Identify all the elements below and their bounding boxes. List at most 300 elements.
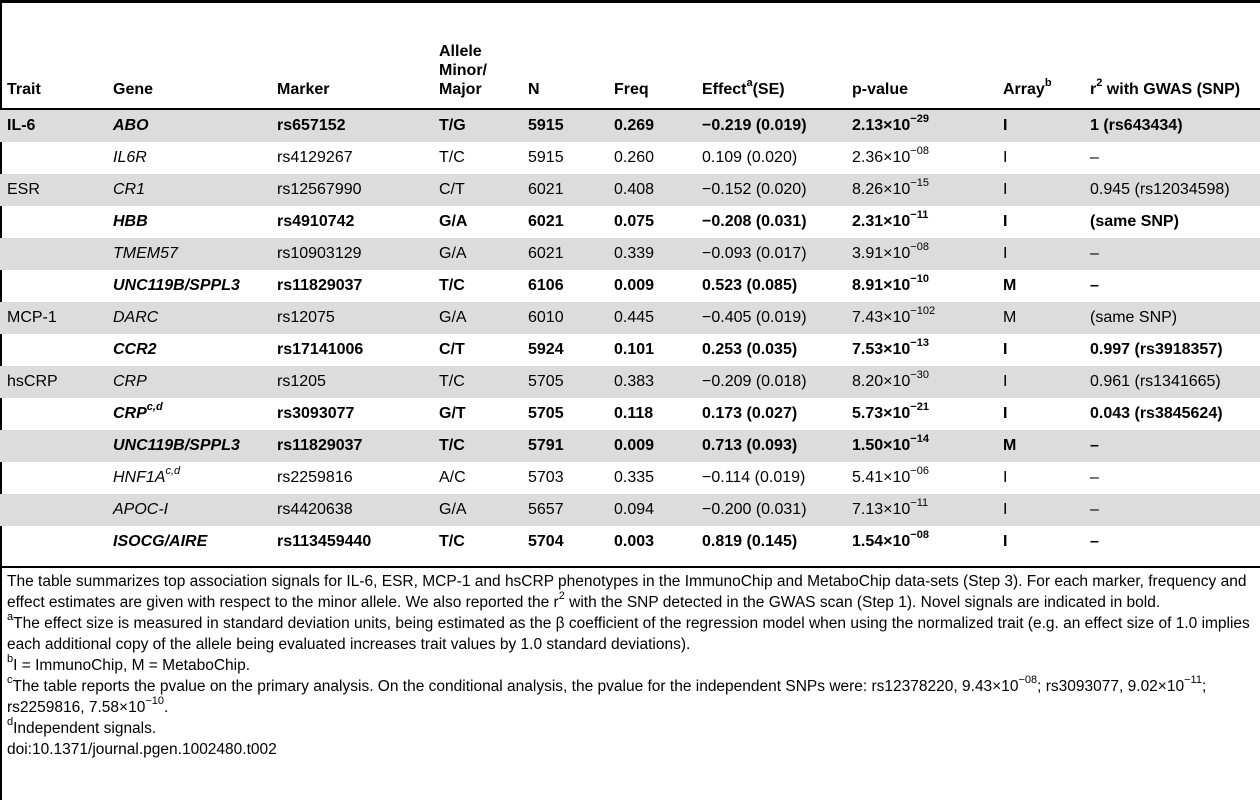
cell-r2 <box>1090 109 1260 142</box>
cell-freq <box>614 398 702 430</box>
pvalue-mantissa: 7.13 <box>852 501 884 518</box>
table-row <box>0 174 1260 206</box>
r2-text: – <box>1090 501 1099 518</box>
cell-freq <box>614 174 702 206</box>
cell-trait <box>0 366 113 398</box>
times-ten: ×10 <box>883 277 911 294</box>
r2-text: – <box>1090 149 1099 166</box>
header-gene: Gene <box>113 33 277 109</box>
array-text: M <box>1003 437 1017 454</box>
cell-pvalue <box>852 494 1003 526</box>
cell-n <box>528 494 614 526</box>
cell-r2 <box>1090 462 1260 494</box>
allele-text: G/A <box>439 245 467 262</box>
cell-allele <box>439 174 528 206</box>
cell-marker <box>277 494 439 526</box>
cell-freq <box>614 494 702 526</box>
cell-trait <box>0 302 113 334</box>
table-row <box>0 430 1260 462</box>
array-text: I <box>1003 117 1008 134</box>
gene-text: IL6R <box>113 149 147 166</box>
table-row <box>0 526 1260 558</box>
pvalue-mantissa: 8.20 <box>852 373 884 390</box>
cell-trait <box>0 334 113 366</box>
n-text: 6021 <box>528 181 564 198</box>
cell-n <box>528 526 614 558</box>
allele-text: C/T <box>439 341 465 358</box>
cell-n <box>528 430 614 462</box>
cell-gene <box>113 109 277 142</box>
cell-freq <box>614 109 702 142</box>
note-summary-text: The table summarizes top association signals for IL-6, ESR, MCP-1 and hsCRP phenotypes in the ImmunoChip and MetaboChip data-sets (Step 3). For each marker, frequency and effect estimates are given with respect to the minor allele. We also reported the r <box>7 573 1247 611</box>
pvalue-mantissa: 2.31 <box>852 213 884 230</box>
cell-n <box>528 270 614 302</box>
cell-gene <box>113 462 277 494</box>
gene-text: CR1 <box>113 181 146 198</box>
header-array-label: Array <box>1003 81 1045 98</box>
cell-freq <box>614 206 702 238</box>
cell-r2 <box>1090 334 1260 366</box>
table-row <box>0 398 1260 430</box>
allele-text: T/G <box>439 117 466 134</box>
n-text: 6010 <box>528 309 564 326</box>
effect-text: −0.209 (0.018) <box>702 373 807 390</box>
marker-text: rs657152 <box>277 117 346 134</box>
header-effect <box>702 33 852 109</box>
cell-allele <box>439 430 528 462</box>
r2-text: 0.997 (rs3918357) <box>1090 341 1223 358</box>
table-row <box>0 238 1260 270</box>
freq-text: 0.118 <box>614 405 654 422</box>
marker-text: rs4910742 <box>277 213 355 230</box>
effect-text: −0.093 (0.017) <box>702 245 807 262</box>
cell-r2 <box>1090 398 1260 430</box>
times-ten: ×10 <box>883 533 911 550</box>
table-row <box>0 109 1260 142</box>
pvalue-mantissa: 5.73 <box>852 405 884 422</box>
pvalue-mantissa: 2.36 <box>852 149 884 166</box>
cell-trait <box>0 462 113 494</box>
table-body <box>0 109 1260 558</box>
r2-text: 1 (rs643434) <box>1090 117 1183 134</box>
freq-text: 0.260 <box>614 149 655 166</box>
array-text: I <box>1003 245 1008 262</box>
header-n: N <box>528 33 614 109</box>
cell-pvalue <box>852 270 1003 302</box>
allele-text: T/C <box>439 277 465 294</box>
pvalue-mantissa: 7.53 <box>852 341 884 358</box>
cell-r2 <box>1090 270 1260 302</box>
table-header <box>0 33 1260 109</box>
array-text: I <box>1003 213 1008 230</box>
header-allele: Allele Minor/ Major <box>439 33 528 109</box>
cell-gene <box>113 174 277 206</box>
cell-r2 <box>1090 206 1260 238</box>
cell-freq <box>614 270 702 302</box>
cell-gene <box>113 430 277 462</box>
pvalue-mantissa: 1.54 <box>852 533 884 550</box>
times-ten: ×10 <box>883 437 911 454</box>
times-ten: ×10 <box>883 373 911 390</box>
footnote-b <box>7 652 1257 676</box>
cell-allele <box>439 526 528 558</box>
r2-text: 0.043 (rs3845624) <box>1090 405 1223 422</box>
marker-text: rs2259816 <box>277 469 353 486</box>
n-text: 5791 <box>528 437 564 454</box>
gene-text: CCR2 <box>113 341 157 358</box>
gene-text: HBB <box>113 213 148 230</box>
cell-effect <box>702 142 852 174</box>
freq-text: 0.009 <box>614 437 655 454</box>
header-array-sup: b <box>1044 76 1052 89</box>
times-ten: ×10 <box>883 181 911 198</box>
cell-n <box>528 206 614 238</box>
pvalue-mantissa: 8.26 <box>852 181 884 198</box>
header-r2-label: r <box>1090 81 1097 98</box>
table-row <box>0 142 1260 174</box>
times-ten: ×10 <box>883 501 911 518</box>
cell-allele <box>439 462 528 494</box>
cell-freq <box>614 430 702 462</box>
array-text: I <box>1003 181 1008 198</box>
footnote-b-text: I = ImmunoChip, M = MetaboChip. <box>13 657 251 674</box>
cell-n <box>528 174 614 206</box>
header-r2-sup: 2 <box>1096 76 1103 89</box>
footnote-c-exp-2: −11 <box>1184 673 1202 686</box>
r2-text: – <box>1090 245 1099 262</box>
cell-gene <box>113 398 277 430</box>
footnote-a-text: The effect size is measured in standard deviation units, being estimated as the β coefficient of the regression model when using the normalized trait (e.g. an effect size of 1.0 implies each additional copy of the allele being evaluated increases trait values by 1.0 standard deviations). <box>7 615 1250 653</box>
footnote-c-text-4: . <box>164 699 169 716</box>
freq-text: 0.445 <box>614 309 655 326</box>
cell-effect <box>702 109 852 142</box>
header-effect-sup: a <box>746 76 753 89</box>
marker-text: rs10903129 <box>277 245 362 262</box>
cell-r2 <box>1090 366 1260 398</box>
cell-allele <box>439 109 528 142</box>
cell-array <box>1003 270 1090 302</box>
n-text: 5703 <box>528 469 564 486</box>
cell-marker <box>277 109 439 142</box>
cell-freq <box>614 142 702 174</box>
pvalue-exponent: −11 <box>910 208 929 221</box>
gene-sup: c,d <box>165 464 181 477</box>
array-text: I <box>1003 405 1008 422</box>
header-r2-tail: with GWAS (SNP) <box>1102 81 1241 98</box>
cell-gene <box>113 142 277 174</box>
cell-gene <box>113 302 277 334</box>
n-text: 5924 <box>528 341 564 358</box>
times-ten: ×10 <box>883 213 911 230</box>
cell-gene <box>113 238 277 270</box>
n-text: 5705 <box>528 373 564 390</box>
cell-trait <box>0 494 113 526</box>
trait-text: IL-6 <box>7 117 36 134</box>
n-text: 6021 <box>528 213 564 230</box>
effect-text: −0.114 (0.019) <box>702 469 806 486</box>
allele-text: C/T <box>439 181 465 198</box>
header-effect-label: Effect <box>702 81 747 98</box>
pvalue-exponent: −10 <box>910 272 929 285</box>
cell-marker <box>277 366 439 398</box>
allele-text: T/C <box>439 373 465 390</box>
footnote-c-exp-3: −10 <box>145 694 164 707</box>
array-text: I <box>1003 373 1008 390</box>
gene-text: HNF1A <box>113 469 166 486</box>
footnote-c-text-2: ; rs3093077, 9.02×10 <box>1037 678 1185 695</box>
marker-text: rs4129267 <box>277 149 353 166</box>
times-ten: ×10 <box>883 245 911 262</box>
array-text: I <box>1003 501 1008 518</box>
gene-text: UNC119B/SPPL3 <box>113 277 240 294</box>
times-ten: ×10 <box>883 341 911 358</box>
results-table <box>0 33 1260 558</box>
cell-pvalue <box>852 302 1003 334</box>
gene-text: CRP <box>113 373 147 390</box>
n-text: 5915 <box>528 149 564 166</box>
pvalue-mantissa: 8.91 <box>852 277 884 294</box>
doi-link[interactable]: doi:10.1371/journal.pgen.1002480.t002 <box>7 741 277 758</box>
marker-text: rs3093077 <box>277 405 355 422</box>
marker-text: rs1205 <box>277 373 326 390</box>
table-notes <box>7 571 1257 760</box>
cell-array <box>1003 206 1090 238</box>
pvalue-exponent: −11 <box>910 496 929 509</box>
cell-n <box>528 142 614 174</box>
allele-text: G/A <box>439 501 467 518</box>
footnote-a <box>7 610 1257 655</box>
cell-pvalue <box>852 334 1003 366</box>
cell-gene <box>113 270 277 302</box>
cell-array <box>1003 494 1090 526</box>
cell-array <box>1003 430 1090 462</box>
footnote-c-mark: c <box>7 673 13 686</box>
allele-text: T/C <box>439 437 465 454</box>
cell-marker <box>277 398 439 430</box>
freq-text: 0.075 <box>614 213 655 230</box>
cell-trait <box>0 238 113 270</box>
marker-text: rs11829037 <box>277 437 363 454</box>
cell-r2 <box>1090 174 1260 206</box>
footnote-a-mark: a <box>7 610 14 623</box>
cell-n <box>528 398 614 430</box>
cell-freq <box>614 302 702 334</box>
table-row <box>0 462 1260 494</box>
cell-n <box>528 109 614 142</box>
n-text: 5704 <box>528 533 564 550</box>
cell-r2 <box>1090 526 1260 558</box>
pvalue-exponent: −102 <box>910 304 936 317</box>
pvalue-exponent: −30 <box>910 368 929 381</box>
array-text: I <box>1003 469 1008 486</box>
cell-effect <box>702 334 852 366</box>
gene-text: UNC119B/SPPL3 <box>113 437 240 454</box>
allele-text: T/C <box>439 149 465 166</box>
times-ten: ×10 <box>883 405 911 422</box>
allele-text: G/A <box>439 309 467 326</box>
cell-freq <box>614 366 702 398</box>
cell-trait <box>0 270 113 302</box>
cell-n <box>528 334 614 366</box>
r2-text: – <box>1090 277 1099 294</box>
cell-marker <box>277 238 439 270</box>
gene-text: TMEM57 <box>113 245 178 262</box>
footnote-d <box>7 715 1257 739</box>
cell-n <box>528 302 614 334</box>
cell-gene <box>113 334 277 366</box>
trait-text: hsCRP <box>7 373 58 390</box>
cell-r2 <box>1090 494 1260 526</box>
n-text: 5705 <box>528 405 564 422</box>
cell-n <box>528 366 614 398</box>
cell-n <box>528 462 614 494</box>
header-trait: Trait <box>0 33 113 109</box>
top-border <box>0 0 1260 3</box>
table-row <box>0 206 1260 238</box>
times-ten: ×10 <box>883 469 911 486</box>
r2-text: (same SNP) <box>1090 309 1178 326</box>
cell-trait <box>0 174 113 206</box>
trait-text: ESR <box>7 181 40 198</box>
cell-freq <box>614 526 702 558</box>
gene-sup: c,d <box>146 400 163 413</box>
marker-text: rs4420638 <box>277 501 353 518</box>
cell-array <box>1003 526 1090 558</box>
freq-text: 0.339 <box>614 245 655 262</box>
gene-text: CRP <box>113 405 147 422</box>
cell-effect <box>702 302 852 334</box>
note-summary <box>7 571 1257 613</box>
marker-text: rs17141006 <box>277 341 364 358</box>
gene-text: DARC <box>113 309 159 326</box>
cell-effect <box>702 366 852 398</box>
array-text: M <box>1003 277 1017 294</box>
note-summary-text-2: with the SNP detected in the GWAS scan (Step 1). Novel signals are indicated in bold. <box>564 594 1161 611</box>
cell-gene <box>113 494 277 526</box>
marker-text: rs11829037 <box>277 277 363 294</box>
pvalue-exponent: −29 <box>910 112 929 125</box>
cell-allele <box>439 366 528 398</box>
r2-text: 0.961 (rs1341665) <box>1090 373 1221 390</box>
effect-text: 0.713 (0.093) <box>702 437 798 454</box>
n-text: 6106 <box>528 277 564 294</box>
header-array <box>1003 33 1090 109</box>
cell-marker <box>277 174 439 206</box>
table-row <box>0 302 1260 334</box>
note-summary-sup: 2 <box>558 589 565 602</box>
allele-text: G/A <box>439 213 468 230</box>
cell-pvalue <box>852 109 1003 142</box>
cell-pvalue <box>852 366 1003 398</box>
cell-freq <box>614 238 702 270</box>
cell-freq <box>614 334 702 366</box>
header-marker: Marker <box>277 33 439 109</box>
table-row <box>0 270 1260 302</box>
allele-text: T/C <box>439 533 465 550</box>
cell-trait <box>0 398 113 430</box>
gene-text: ISOCG/AIRE <box>113 533 208 550</box>
allele-text: A/C <box>439 469 466 486</box>
freq-text: 0.003 <box>614 533 655 550</box>
cell-marker <box>277 302 439 334</box>
cell-array <box>1003 462 1090 494</box>
effect-text: −0.200 (0.031) <box>702 501 807 518</box>
array-text: M <box>1003 309 1017 326</box>
cell-trait <box>0 526 113 558</box>
footnote-d-text: Independent signals. <box>13 720 157 737</box>
cell-gene <box>113 526 277 558</box>
r2-text: (same SNP) <box>1090 213 1179 230</box>
n-text: 6021 <box>528 245 564 262</box>
cell-array <box>1003 174 1090 206</box>
cell-trait <box>0 430 113 462</box>
times-ten: ×10 <box>883 149 911 166</box>
effect-text: −0.152 (0.020) <box>702 181 807 198</box>
cell-effect <box>702 526 852 558</box>
r2-text: – <box>1090 533 1099 550</box>
pvalue-exponent: −08 <box>910 144 929 157</box>
cell-array <box>1003 109 1090 142</box>
cell-r2 <box>1090 430 1260 462</box>
cell-array <box>1003 366 1090 398</box>
freq-text: 0.101 <box>614 341 655 358</box>
pvalue-exponent: −08 <box>910 528 929 541</box>
cell-pvalue <box>852 206 1003 238</box>
cell-pvalue <box>852 142 1003 174</box>
cell-allele <box>439 398 528 430</box>
cell-trait <box>0 206 113 238</box>
header-pvalue: p-value <box>852 33 1003 109</box>
freq-text: 0.408 <box>614 181 655 198</box>
n-text: 5915 <box>528 117 564 134</box>
cell-freq <box>614 462 702 494</box>
cell-allele <box>439 270 528 302</box>
footnote-d-mark: d <box>7 715 14 728</box>
footnote-b-mark: b <box>7 652 14 665</box>
freq-text: 0.094 <box>614 501 655 518</box>
cell-array <box>1003 334 1090 366</box>
pvalue-exponent: −21 <box>910 400 929 413</box>
cell-effect <box>702 270 852 302</box>
pvalue-mantissa: 7.43 <box>852 309 884 326</box>
footnote-c-text-3: ; rs2259816, 7.58×10 <box>7 678 1207 716</box>
array-text: I <box>1003 341 1008 358</box>
cell-allele <box>439 238 528 270</box>
cell-effect <box>702 206 852 238</box>
cell-marker <box>277 142 439 174</box>
pvalue-exponent: −06 <box>910 464 929 477</box>
cell-r2 <box>1090 238 1260 270</box>
cell-effect <box>702 430 852 462</box>
cell-marker <box>277 526 439 558</box>
effect-text: 0.109 (0.020) <box>702 149 798 166</box>
cell-marker <box>277 270 439 302</box>
effect-text: 0.523 (0.085) <box>702 277 798 294</box>
table-bottom-rule <box>0 566 1260 568</box>
cell-marker <box>277 430 439 462</box>
effect-text: −0.219 (0.019) <box>702 117 807 134</box>
cell-gene <box>113 206 277 238</box>
table-row <box>0 366 1260 398</box>
marker-text: rs12567990 <box>277 181 362 198</box>
header-r2 <box>1090 33 1260 109</box>
cell-array <box>1003 238 1090 270</box>
times-ten: ×10 <box>883 117 911 134</box>
table-row <box>0 494 1260 526</box>
n-text: 5657 <box>528 501 564 518</box>
cell-allele <box>439 142 528 174</box>
r2-text: – <box>1090 469 1099 486</box>
